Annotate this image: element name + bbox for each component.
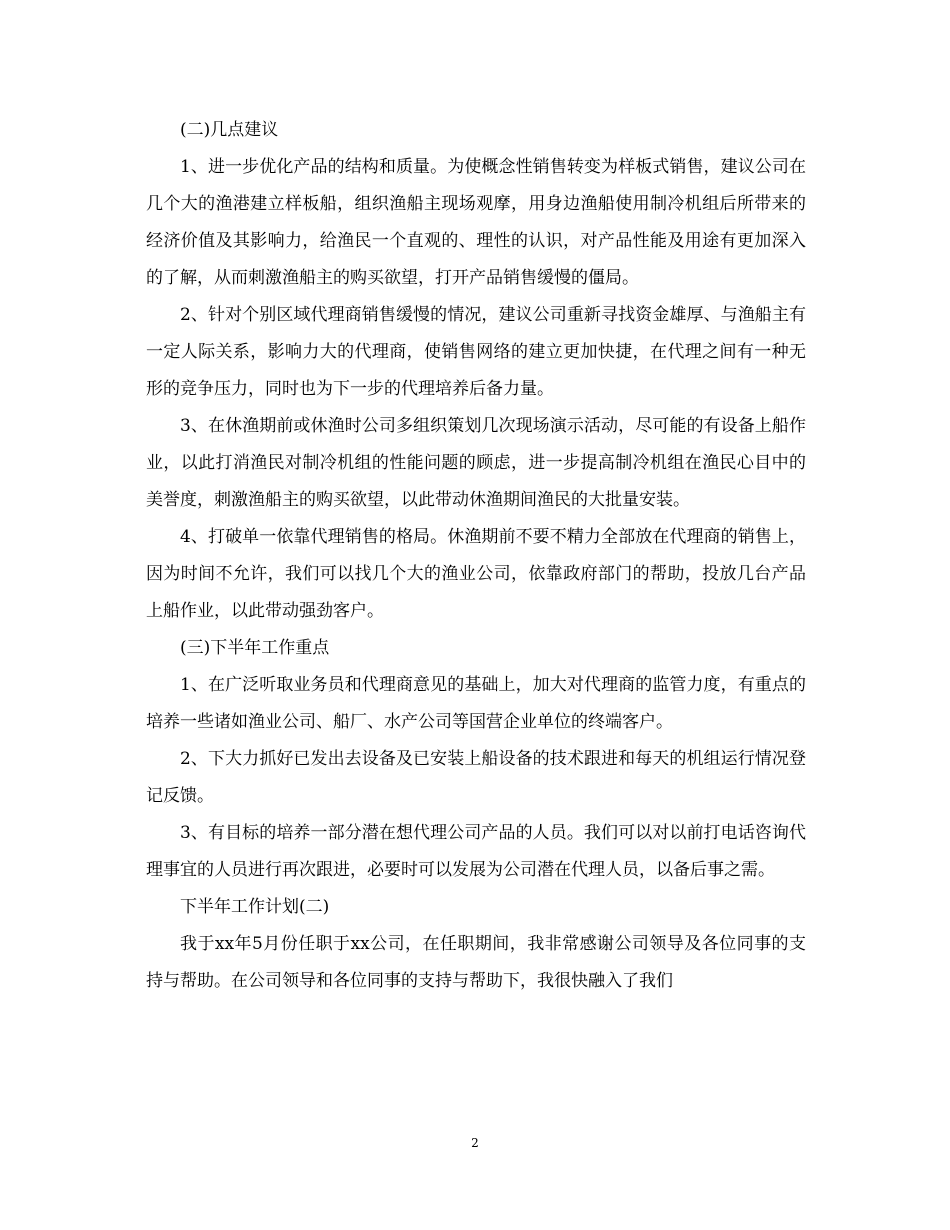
paragraph: 3、在休渔期前或休渔时公司多组织策划几次现场演示活动，尽可能的有设备上船作业，以此打消渔民对制冷机组的性能问题的顾虑，进一步提高制冷机组在渔民心目中的美誉度，刺激渔船主的购买欲望，以此带动休渔期间渔民的大批量安装。 <box>146 416 806 510</box>
section-heading: (三)下半年工作重点 <box>180 638 330 658</box>
section-heading: (二)几点建议 <box>180 120 279 140</box>
paragraph: 2、针对个别区域代理商销售缓慢的情况，建议公司重新寻找资金雄厚、与渔船主有一定人际关系，影响力大的代理商，使销售网络的建立更加快捷，在代理之间有一种无形的竞争压力，同时也为下一步的代理培养后备力量。 <box>146 305 806 399</box>
page-number: 2 <box>471 1136 479 1150</box>
paragraph: 2、下大力抓好已发出去设备及已安装上船设备的技术跟进和每天的机组运行情况登记反馈。 <box>146 749 806 806</box>
document-body <box>146 112 806 1000</box>
paragraph: 3、有目标的培养一部分潜在想代理公司产品的人员。我们可以对以前打电话咨询代理事宜的人员进行再次跟进，必要时可以发展为公司潜在代理人员，以备后事之需。 <box>146 823 806 880</box>
paragraph: 我于xx年5月份任职于xx公司，在任职期间，我非常感谢公司领导及各位同事的支持与帮助。在公司领导和各位同事的支持与帮助下，我很快融入了我们 <box>146 934 806 991</box>
section-heading: 下半年工作计划(二) <box>180 897 330 917</box>
paragraph: 4、打破单一依靠代理销售的格局。休渔期前不要不精力全部放在代理商的销售上，因为时间不允许，我们可以找几个大的渔业公司，依靠政府部门的帮助，投放几台产品上船作业，以此带动强劲客户。 <box>146 527 806 621</box>
paragraph: 1、在广泛听取业务员和代理商意见的基础上，加大对代理商的监管力度，有重点的培养一些诸如渔业公司、船厂、水产公司等国营企业单位的终端客户。 <box>146 675 806 732</box>
paragraph: 1、进一步优化产品的结构和质量。为使概念性销售转变为样板式销售，建议公司在几个大的渔港建立样板船，组织渔船主现场观摩，用身边渔船使用制冷机组后所带来的经济价值及其影响力，给渔民一个直观的、理性的认识，对产品性能及用途有更加深入的了解，从而刺激渔船主的购买欲望，打开产品销售缓慢的僵局。 <box>146 157 806 288</box>
